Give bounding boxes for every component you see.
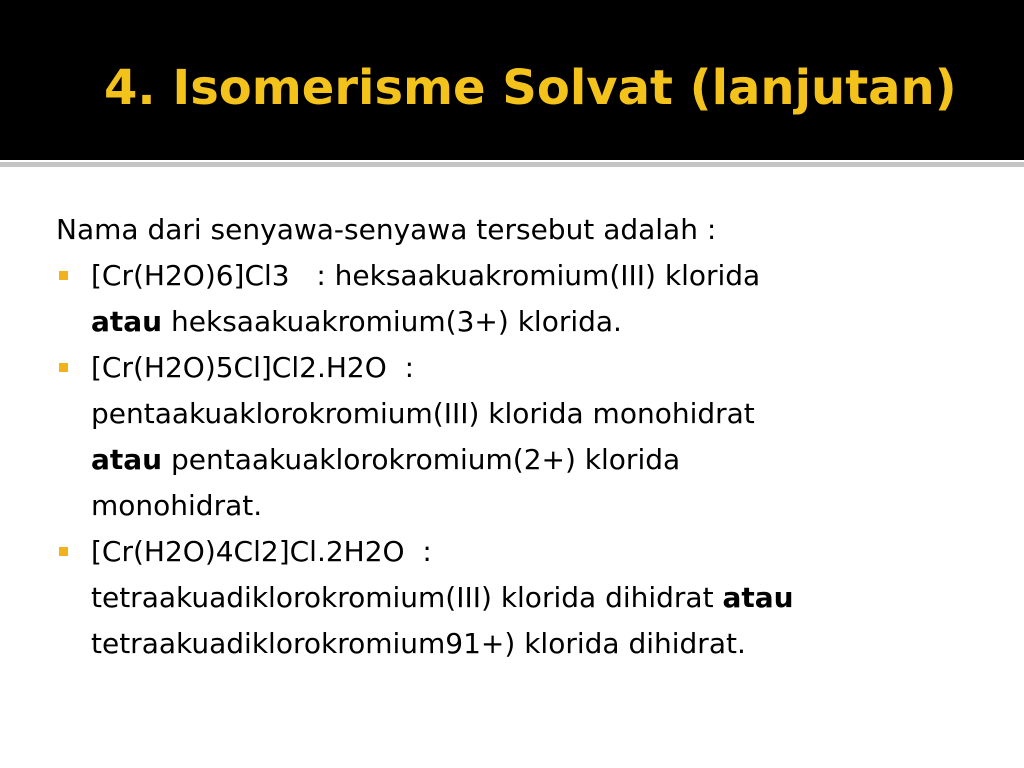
bullet-line: [Cr(H2O)4Cl2]Cl.2H2O : <box>91 535 432 568</box>
bullet-line: pentaakuaklorokromium(III) klorida monohidrat <box>91 397 755 430</box>
header-divider <box>0 162 1024 167</box>
bullet-line <box>91 437 991 483</box>
alternative-name-text: heksaakuakromium(3+) klorida. <box>162 305 622 338</box>
bullet-line: [Cr(H2O)5Cl]Cl2.H2O : <box>91 351 414 384</box>
intro-text: Nama dari senyawa-senyawa tersebut adalah : <box>56 213 717 246</box>
bullet-line: [Cr(H2O)6]Cl3 : heksaakuakromium(III) klorida <box>91 259 761 292</box>
square-bullet-icon <box>59 271 68 280</box>
square-bullet-icon <box>59 547 68 556</box>
title-banner <box>0 0 1024 160</box>
bullet-item-tetraaqua <box>56 529 991 667</box>
bullet-line <box>91 575 991 621</box>
slide-title: 4. Isomerisme Solvat (lanjutan) <box>104 60 957 116</box>
bullet-list <box>56 253 991 667</box>
atau-bold-text: atau <box>91 305 163 338</box>
bullet-item-pentaaqua <box>56 345 991 529</box>
atau-bold-text: atau <box>91 443 163 476</box>
atau-bold-text: atau <box>722 581 794 614</box>
bullet-line: tetraakuadiklorokromium91+) klorida dihidrat. <box>91 627 746 660</box>
bullet-line <box>91 299 991 345</box>
bullet-item-hexaaqua <box>56 253 991 345</box>
square-bullet-icon <box>59 363 68 372</box>
alternative-name-text: pentaakuaklorokromium(2+) klorida <box>162 443 681 476</box>
slide-content <box>56 207 991 667</box>
compound-name-text: tetraakuadiklorokromium(III) klorida dihidrat <box>91 581 723 614</box>
bullet-line: monohidrat. <box>91 489 263 522</box>
